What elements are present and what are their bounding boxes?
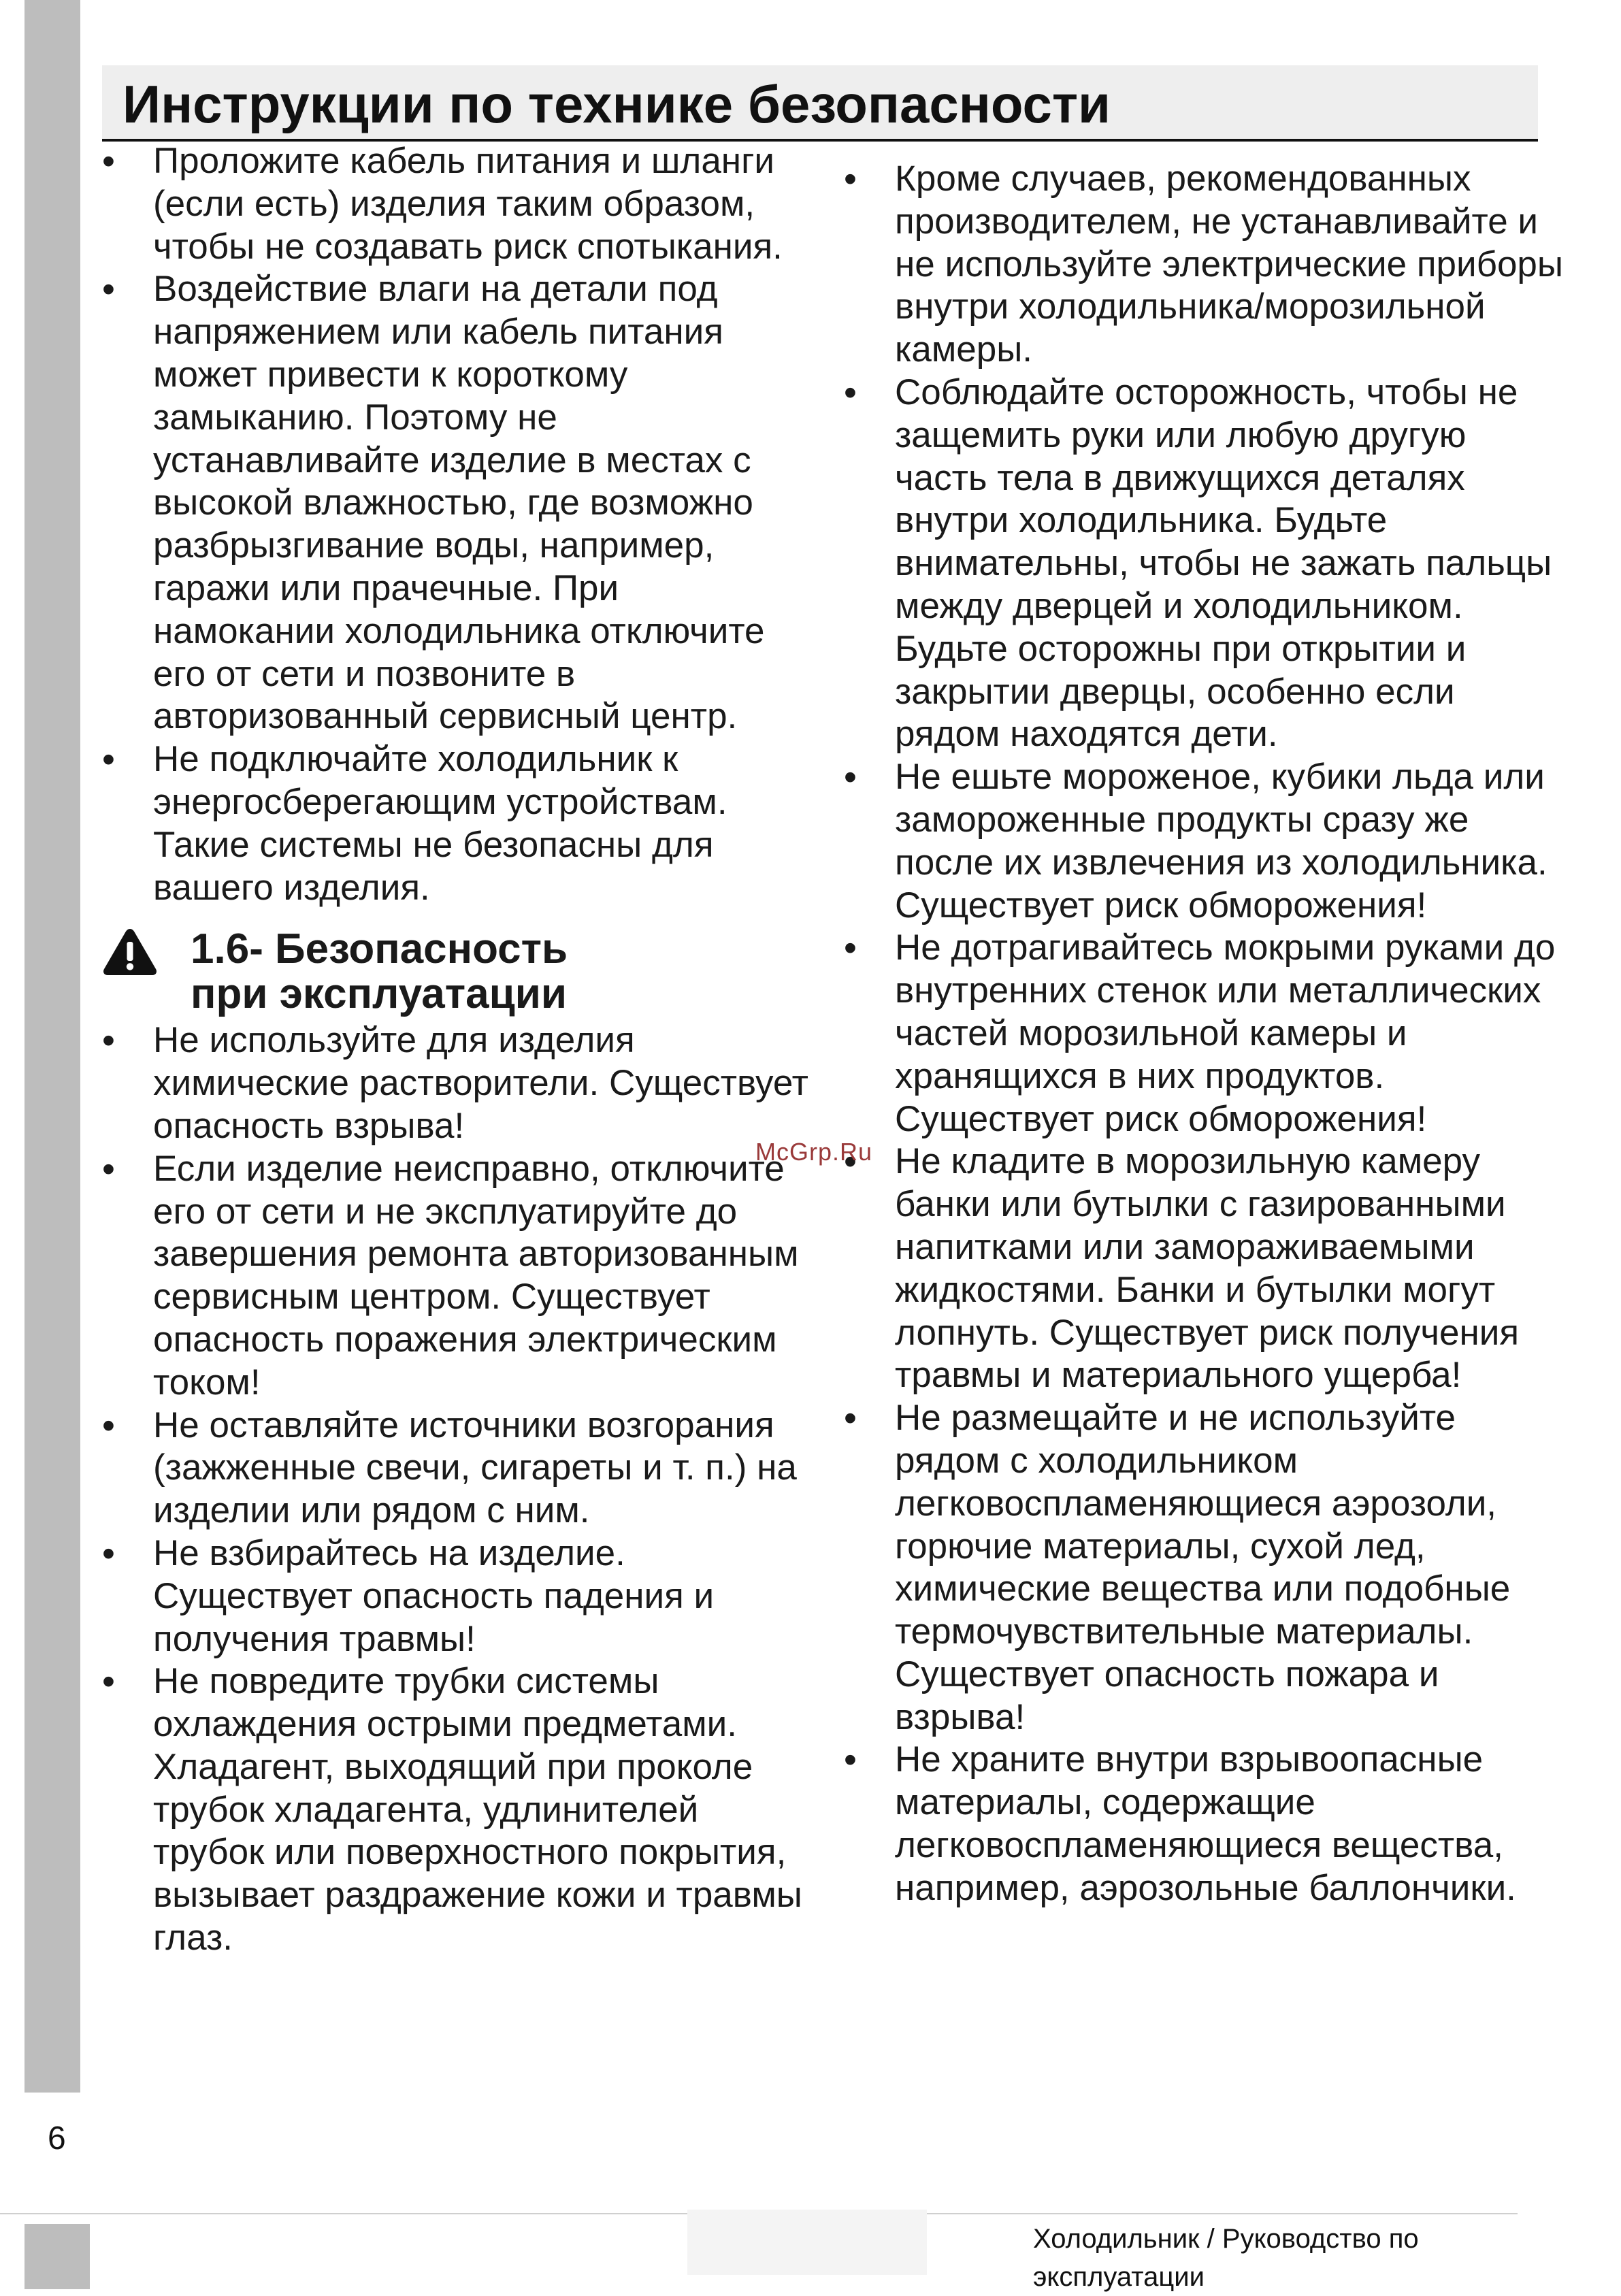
section-heading-line2: при эксплуатации bbox=[191, 970, 567, 1018]
page-number: 6 bbox=[48, 2120, 66, 2156]
bullet-list-top bbox=[102, 140, 810, 909]
list-item: • Не кладите в морозильную камеру банки или бутылки с газированными напитками или замораживаемыми жидкостями. Банки и бутылки могут лопнуть. Существует риск получения травмы и материального ущерба! bbox=[844, 1141, 1565, 1397]
footer-text: Холодильник / Руководство по эксплуатации bbox=[1033, 2224, 1419, 2292]
list-item: • Не взбирайтесь на изделие. Существует опасность падения и получения травмы! bbox=[102, 1532, 810, 1660]
section-heading-line1: 1.6- Безопасность bbox=[191, 925, 568, 973]
list-item: • Проложите кабель питания и шланги (если есть) изделия таким образом, чтобы не создавать риск спотыкания. bbox=[102, 140, 810, 268]
list-item: • Воздействие влаги на детали под напряжением или кабель питания может привести к короткому замыканию. Поэтому не устанавливайте изделие в местах с высокой влажностью, где возможно разбрызгивание воды, например, гаражи или прачечные. При намокании холодильника отключите его от сети и позвоните в авторизованный сервисный центр. bbox=[102, 268, 810, 738]
list-item: • Не дотрагивайтесь мокрыми руками до внутренних стенок или металлических частей морозильной камеры и хранящихся в них продуктов. Существует риск обморожения! bbox=[844, 927, 1565, 1141]
page-title: Инструкции по технике безопасности bbox=[122, 74, 1111, 134]
list-item: • Не используйте для изделия химические растворители. Существует опасность взрыва! bbox=[102, 1019, 810, 1147]
warning-icon bbox=[102, 927, 158, 977]
side-bar bbox=[24, 0, 80, 2093]
bullet-list-right bbox=[844, 158, 1565, 1910]
list-item: • Не повредите трубки системы охлаждения острыми предметами. Хладагент, выходящий при проколе трубок хладагента, удлинителей трубок или поверхностного покрытия, вызывает раздражение кожи и травмы глаз. bbox=[102, 1660, 810, 1960]
section-heading bbox=[102, 927, 810, 1017]
list-item: • Не подключайте холодильник к энергосберегающим устройствам. Такие системы не безопасны для вашего изделия. bbox=[102, 738, 810, 909]
watermark: McGrp.Ru bbox=[755, 1138, 873, 1166]
list-item: • Не храните внутри взрывоопасные материалы, содержащие легковоспламеняющиеся вещества, например, аэрозольные баллончики. bbox=[844, 1739, 1565, 1909]
left-column bbox=[102, 140, 810, 1960]
footer-marker bbox=[24, 2224, 90, 2289]
header-bar bbox=[102, 65, 1538, 142]
footer-light-block bbox=[687, 2210, 927, 2275]
list-item: • Не оставляйте источники возгорания (зажженные свечи, сигареты и т. п.) на изделии или рядом с ним. bbox=[102, 1405, 810, 1532]
right-column bbox=[844, 158, 1565, 1910]
list-item: • Не ешьте мороженое, кубики льда или замороженные продукты сразу же после их извлечения из холодильника. Существует риск обморожения! bbox=[844, 756, 1565, 927]
list-item: • Соблюдайте осторожность, чтобы не защемить руки или любую другую часть тела в движущихся деталях внутри холодильника. Будьте внимательны, чтобы не зажать пальцы между дверцей и холодильником. Будьте осторожны при открытии и закрытии дверцы, особенно если рядом находятся дети. bbox=[844, 372, 1565, 756]
list-item: • Если изделие неисправно, отключите его от сети и не эксплуатируйте до завершения ремонта авторизованным сервисным центром. Существует опасность поражения электрическим током! bbox=[102, 1148, 810, 1405]
list-item: • Кроме случаев, рекомендованных производителем, не устанавливайте и не используйте электрические приборы внутри холодильника/морозильной камеры. bbox=[844, 158, 1565, 372]
bullet-list-bottom bbox=[102, 1019, 810, 1960]
list-item: • Не размещайте и не используйте рядом с холодильником легковоспламеняющиеся аэрозоли, горючие материалы, сухой лед, химические вещества или подобные термочувствительные материалы. Существует опасность пожара и взрыва! bbox=[844, 1397, 1565, 1739]
